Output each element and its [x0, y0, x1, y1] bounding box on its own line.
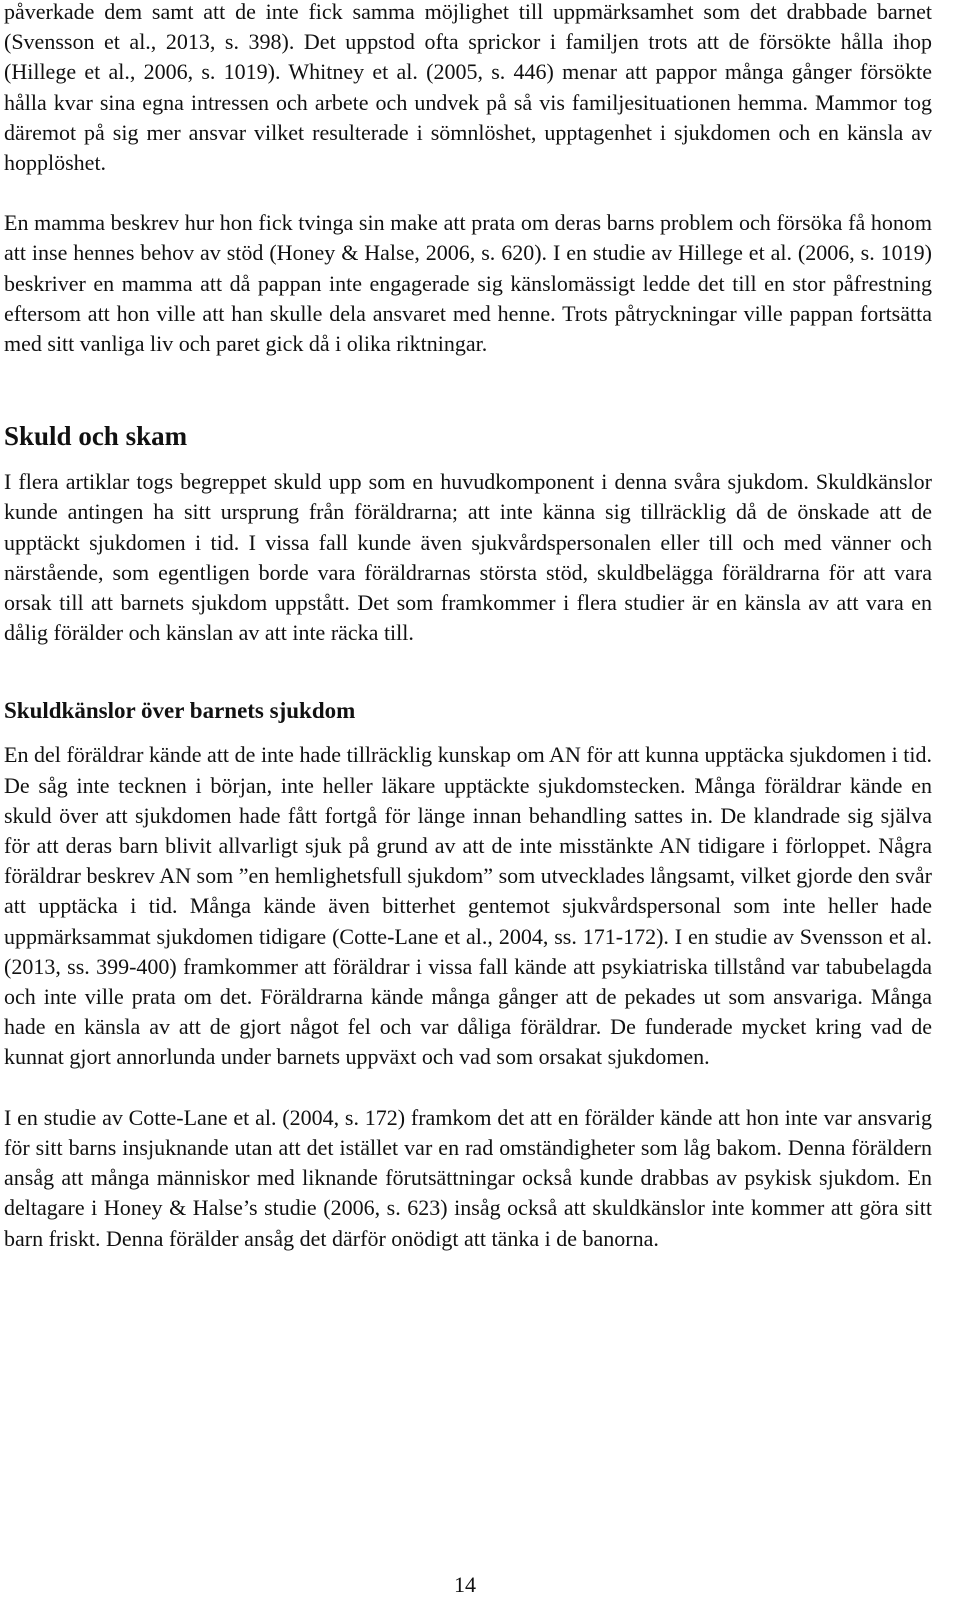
body-paragraph: I flera artiklar togs begreppet skuld upp som en huvudkomponent i denna svåra sjukdom. Skuldkänslor kunde antingen ha sitt ursprung från föräldrarna; att inte känna sig tillräcklig då de önskade att de upptäckt sjukdomen i tid. I vissa fall kunde även sjukvårdspersonalen eller till och med vänner och närstående, som egentligen borde vara föräldrarnas största stöd, skuldbelägga föräldrarna för att vara orsak till att barnets sjukdom uppstått. Det som framkommer i flera studier är en känsla av att vara en dålig förälder och känslan av att inte räcka till.: [4, 469, 932, 646]
section-heading: Skuld och skam: [4, 421, 188, 452]
body-paragraph: I en studie av Cotte-Lane et al. (2004, s. 172) framkom det att en förälder kände att hon inte var ansvarig för sitt barns insjuknande utan att det istället var en rad omständigheter som låg bakom. Denna föräldern ansåg att många människor med liknande förutsättningar också kunde drabbas av psykisk sjukdom. En deltagare i Honey & Halse’s studie (2006, s. 623) insåg också att skuldkänslor inte kommer att göra sitt barn friskt. Denna förälder ansåg det därför onödigt att tänka i de banorna.: [4, 1104, 932, 1251]
body-paragraph: En mamma beskrev hur hon fick tvinga sin make att prata om deras barns problem och försöka få honom att inse hennes behov av stöd (Honey & Halse, 2006, s. 620). I en studie av Hillege et al. (2006, s. 1019) beskriver en mamma att då pappan inte engagerade sig känslomässigt ledde det till en stor påfrestning eftersom att hon ville att han skulle dela ansvaret med henne. Trots påtryckningar ville pappan fortsätta med sitt vanliga liv och paret gick då i olika riktningar.: [4, 210, 932, 357]
body-paragraph: påverkade dem samt att de inte fick samma möjlighet till uppmärksamhet som det drabbade barnet (Svensson et al., 2013, s. 398). Det uppstod ofta sprickor i familjen trots att de försökte hålla ihop (Hillege et al., 2006, s. 1019). Whitney et al. (2005, s. 446) menar att pappor många gånger försökte hålla kvar sina egna intressen och arbete och undvek på så vis familjesituationen hemma. Mammor tog däremot på sig mer ansvar vilket resulterade i sömnlöshet, upptagenhet i sjukdomen och en känsla av hopplöshet.: [4, 0, 932, 176]
subsection-heading: Skuldkänslor över barnets sjukdom: [4, 698, 356, 724]
body-paragraph: En del föräldrar kände att de inte hade tillräcklig kunskap om AN för att kunna upptäcka sjukdomen i tid. De såg inte tecknen i början, inte heller läkare upptäckte sjukdomstecken. Många föräldrar kände en skuld över att sjukdomen hade fått fortgå för länge innan behandling sattes in. De klandrade sig själva för att deras barn blivit allvarligt sjuk på grund av att de inte misstänkte AN tidigare i förloppet. Några föräldrar beskrev AN som ”en hemlighetsfull sjukdom” som utvecklades långsamt, vilket gjorde den svår att upptäcka i tid. Många kände även bitterhet gentemot sjukvårdspersonal som inte heller hade uppmärksammat sjukdomen tidigare (Cotte-Lane et al., 2004, ss. 171-172). I en studie av Svensson et al. (2013, ss. 399-400) framkommer att föräldrar i vissa fall kände att psykiatriska tillstånd var tabubelagda och inte ville prata om det. Föräldrarna kände många gånger att de pekades ut som ansvariga. Många hade en känsla av att de gjort något fel och var dåliga föräldrar. De funderade mycket kring vad de kunnat gjort annorlunda under barnets uppväxt och vad som orsakat sjukdomen.: [4, 742, 932, 1070]
page-number: 14: [454, 1572, 476, 1597]
